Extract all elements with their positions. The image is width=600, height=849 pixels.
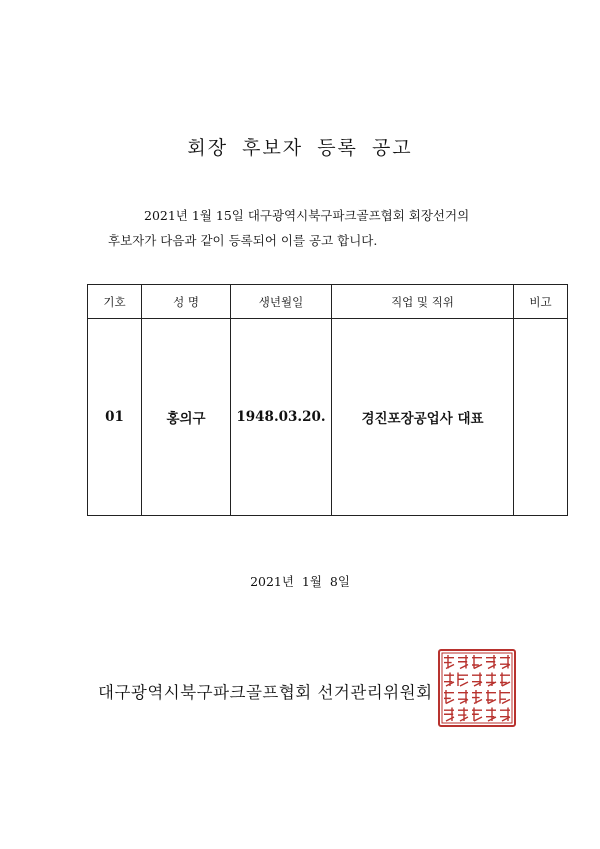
intro-line-2: 후보자가 다음과 같이 등록되어 이를 공고 합니다. bbox=[108, 233, 378, 248]
official-seal-icon bbox=[437, 648, 517, 728]
announcement-date: 2021년 1월 8일 bbox=[250, 574, 350, 589]
seal-glyph bbox=[500, 655, 510, 669]
seal-glyph bbox=[458, 690, 468, 704]
seal-glyph bbox=[444, 655, 454, 669]
cell-remarks bbox=[514, 319, 568, 516]
header-remarks: 비고 bbox=[514, 285, 568, 319]
seal-glyph bbox=[500, 708, 510, 722]
seal-glyph bbox=[500, 673, 510, 687]
cell-birthdate: 1948.03.20. bbox=[231, 319, 332, 516]
seal-glyph bbox=[486, 708, 496, 722]
seal-glyph bbox=[500, 690, 510, 704]
seal-glyph bbox=[486, 673, 496, 687]
seal-glyph bbox=[458, 655, 468, 669]
seal-glyph bbox=[444, 673, 454, 687]
table-row bbox=[88, 319, 568, 516]
seal-glyph bbox=[472, 673, 482, 687]
candidate-table bbox=[87, 284, 568, 516]
seal-glyph bbox=[444, 708, 454, 722]
header-name: 성 명 bbox=[142, 285, 231, 319]
seal-glyph bbox=[486, 655, 496, 669]
cell-number: 01 bbox=[88, 319, 142, 516]
document-title: 회장 후보자 등록 공고 bbox=[187, 137, 413, 159]
seal-glyph bbox=[458, 708, 468, 722]
intro-paragraph bbox=[100, 203, 540, 253]
header-occupation: 직업 및 직위 bbox=[332, 285, 514, 319]
seal-glyph bbox=[458, 673, 468, 687]
header-number: 기호 bbox=[88, 285, 142, 319]
cell-name: 홍의구 bbox=[142, 319, 231, 516]
seal-glyph bbox=[472, 655, 482, 669]
organization-name: 대구광역시북구파크골프협회 선거관리위원회 bbox=[98, 683, 433, 702]
seal-glyph bbox=[472, 708, 482, 722]
seal-glyph bbox=[444, 690, 454, 704]
seal-glyph bbox=[472, 690, 482, 704]
seal-glyph bbox=[486, 690, 496, 704]
table-header-row bbox=[88, 285, 568, 319]
intro-line-1: 2021년 1월 15일 대구광역시북구파크골프협회 회장선거의 bbox=[144, 208, 470, 223]
header-birthdate: 생년월일 bbox=[231, 285, 332, 319]
cell-occupation: 경진포장공업사 대표 bbox=[332, 319, 514, 516]
